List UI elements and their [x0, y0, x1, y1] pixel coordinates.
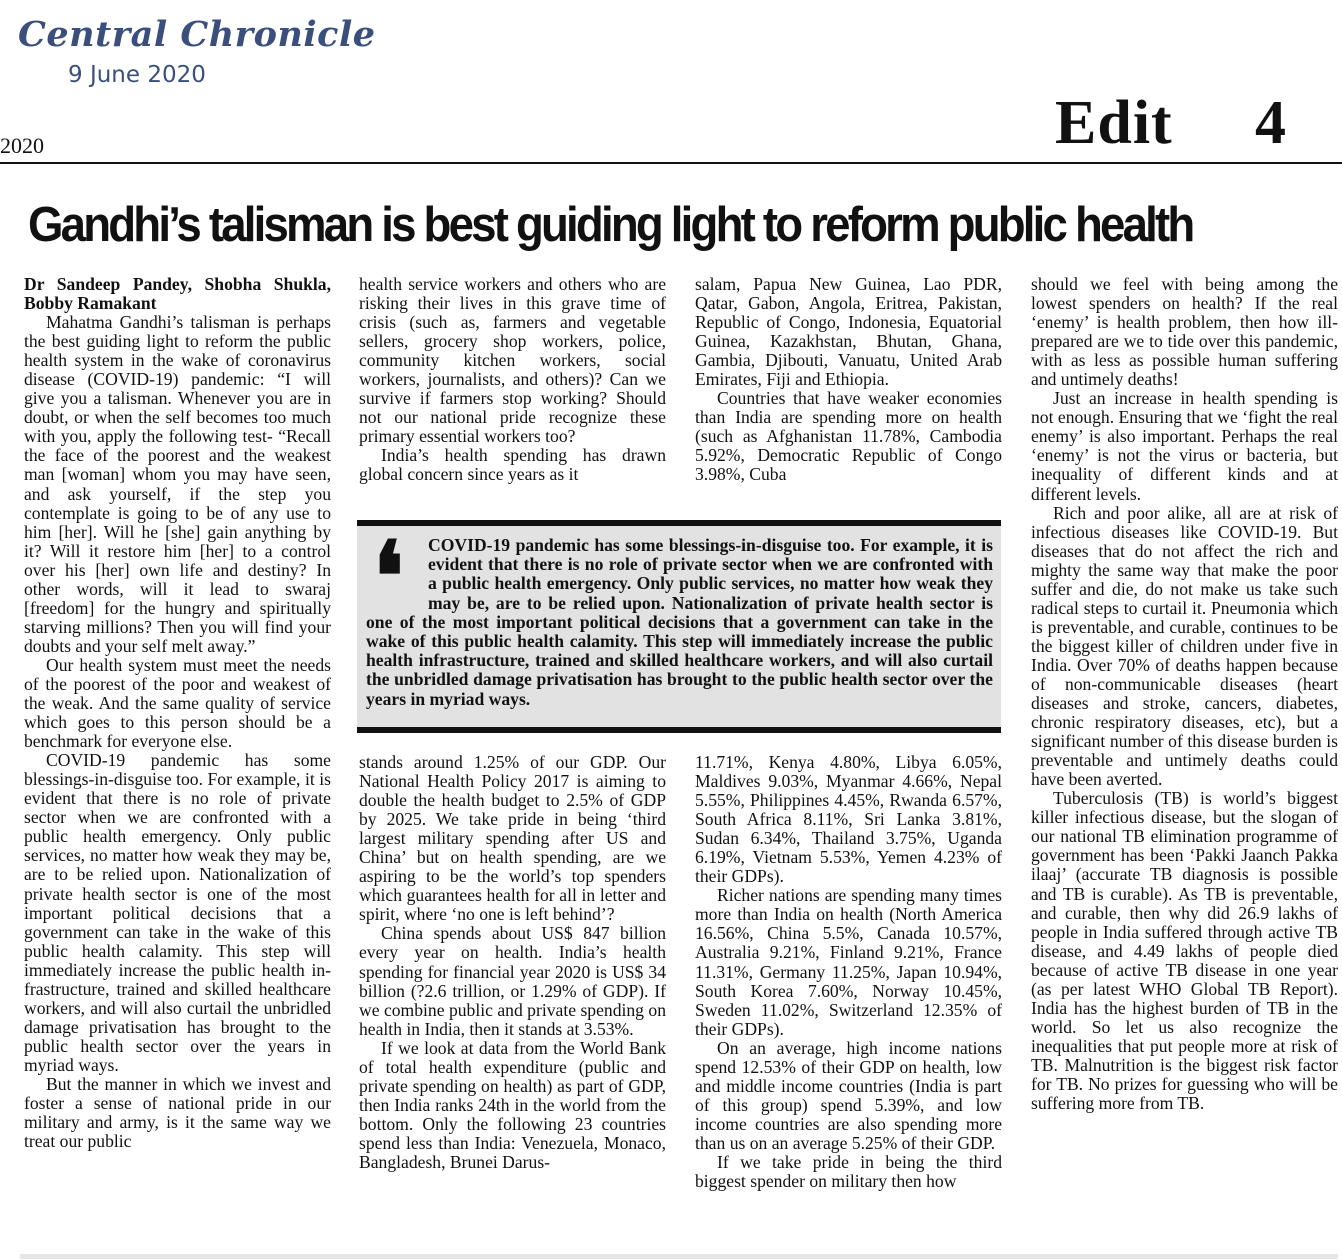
footer-rule — [20, 1254, 1338, 1259]
header-rule — [0, 162, 1342, 164]
paragraph: If we take pride in being the third biggest spender on military then how — [695, 1151, 1002, 1192]
paragraph: Rich and poor alike, all are at risk of infectious diseases like COVID-19. But diseases that do not affect the rich and mighty the same way that make the poor suffer and die, do not make us take such radical steps to curtail it. Pneumonia which is preventable, and curable, continues to be the biggest killer of children under five in India. Over 70% of deaths happen because of non-communicable diseases (heart diseases and stroke, cancers, diabetes, chronic respiratory diseases, etc), but a significant number of this disease burden is preventable and untimely deaths could have been averted. — [1031, 502, 1338, 790]
paragraph: Countries that have weaker economies than India are spending more on health (such as Afghanistan 11.78%, Cambodia 5.92%, Democratic Republic of Congo 3.98%, Cuba — [695, 388, 1002, 485]
paragraph: But the manner in which we invest and foster a sense of national pride in our military and army, is it the same way we treat our public — [24, 1073, 331, 1152]
column-3-top — [695, 275, 1002, 485]
quote-mark-icon: ❛ — [373, 524, 404, 631]
paragraph: China spends about US$ 847 billion every year on health. India’s health spending for financial year 2020 is US$ 34 billion (?2.6 trillion, or 1.29% of GDP). If we combine public and private spending on health in India, then it stands at 3.53%. — [359, 923, 666, 1039]
column-2-bottom — [359, 753, 666, 1172]
paragraph: Mahatma Gandhi’s talisman is perhaps the best guiding light to reform the public health system in the wake of coronavirus disease (COVID-19) pandemic: “I will give you a talisman. Whenever you are in doubt, or when the self becomes too much with you, apply the following test- “Recall the face of the poorest and the weakest man [woman] whom you may have seen, and ask yourself, if the step you contemplate is going to be of any use to him [her]. Will he [she] gain anything by it? Will it restore him [her] to a control over his [her] own life and destiny? In other words, will it lead to swaraj [freedom] for the hungry and spiritually starving millions? Then you will find your doubts and your self melt away.” — [24, 312, 331, 656]
paragraph: health service workers and others who are risking their lives in this grave time of crisis (such as, farmers and vegetable sellers, grocery shop workers, police, community kitchen workers, social workers, journalists, and others)? Can we survive if farmers stop working? Should not our national pride recognize these primary essential workers too? — [359, 274, 666, 447]
folio-year: 2020 — [0, 133, 44, 158]
pull-quote-text: COVID-19 pandemic has some blessings-in-disguise too. For example, it is evident that there is no role of private sector when we are confronted with a public health emergency. Only public services, no matter how weak they may be, are to be relied upon. Nationalization of private health sector is one of the most important political decisions that a government can take in the wake of this public health calamity. This step will immediately increase the public health infrastructure, trained and skilled healthcare workers, and will also curtail the unbridled damage privatisation has brought to the public health sector over the years in myriad ways. — [366, 535, 993, 709]
column-3-bottom — [695, 753, 1002, 1191]
column-4 — [1031, 275, 1338, 1113]
paragraph: should we feel with being among the lowest spenders on health? If the real ‘enemy’ is health problem, then how ill-prepared are we to tide over this pandemic, with as less as possible human suffering and untimely deaths! — [1031, 274, 1338, 390]
paragraph: India’s health spending has drawn global concern since years as it — [359, 445, 666, 485]
article-headline: Gandhi’s talisman is best guiding light to reform public health — [28, 198, 1193, 252]
paragraph: Tuberculosis (TB) is world’s biggest killer infectious disease, but the slogan of our national TB elimination programme of government has been ‘Pakki Jaanch Pakka ilaaj’ (accurate TB diagnosis is possible and TB is curable). As TB is preventable, and curable, then why did 26.9 lakhs of people in India suffered through active TB disease, and 4.49 lakhs of people died because of active TB disease in one year (as per latest WHO Global TB Report). India has the highest burden of TB in the world. So let us also recognize the inequalities that put people more at risk of TB. Malnutrition is the biggest risk factor for TB. No prizes for guessing who will be suffering more from TB. — [1031, 788, 1338, 1114]
paragraph: Just an increase in health spending is not enough. Ensuring that we ‘fight the real enemy’ is also important. Perhaps the real ‘enemy’ is not the virus or bacteria, but inequality of different kinds and at different levels. — [1031, 388, 1338, 504]
paragraph: Richer nations are spending many times more than India on health (North America 16.56%, China 5.5%, Canada 10.57%, Australia 9.21%, Finland 9.21%, France 11.31%, Germany 11.25%, Japan 10.94%, South Korea 7.60%, Norway 10.45%, Sweden 11.02%, Switzerland 12.35% of their GDPs). — [695, 885, 1002, 1039]
paragraph: 11.71%, Kenya 4.80%, Libya 6.05%, Maldives 9.03%, Myanmar 4.66%, Nepal 5.55%, Philippines 4.45%, Rwanda 6.57%, South Africa 8.11%, Sri Lanka 3.81%, Sudan 6.34%, Thailand 3.75%, Uganda 6.19%, Vietnam 5.53%, Yemen 4.23% of their GDPs). — [695, 752, 1002, 887]
page-number: 4 — [1255, 89, 1286, 157]
column-2-top — [359, 275, 666, 485]
paragraph: salam, Papua New Guinea, Lao PDR, Qatar, Gabon, Angola, Eritrea, Pakistan, Republic of Congo, Indonesia, Equatorial Guinea, Kazakhstan, Bhutan, Ghana, Gambia, Djibouti, Vanuatu, United Arab Emirates, Fiji and Ethiopia. — [695, 274, 1002, 390]
column-1 — [24, 275, 331, 1151]
publication-date: 9 June 2020 — [68, 62, 206, 88]
section-title: Edit — [1055, 89, 1173, 157]
byline: Dr Sandeep Pandey, Shobha Shukla, Bobby Ramakant — [24, 274, 331, 314]
paragraph: If we look at data from the World Bank of total health expenditure (public and private spending on health) as part of GDP, then India ranks 24th in the world from the bottom. Only the following 23 countries spend less than India: Venezuela, Monaco, Bangladesh, Brunei Darus- — [359, 1037, 666, 1172]
paragraph: Our health system must meet the needs of the poorest of the poor and weakest of the weak. And the same quality of service which goes to this person should be a benchmark for everyone else. — [24, 654, 331, 752]
paragraph: On an average, high income nations spend 12.53% of their GDP on health, low and middle income countries (India is part of this group) spend 5.39%, and low income countries are also spending more than us on an average 5.25% of their GDP. — [695, 1037, 1002, 1153]
paragraph: stands around 1.25% of our GDP. Our National Health Policy 2017 is aiming to double the health budget to 2.5% of GDP by 2025. We take pride in being ‘third largest military spending after US and China’ but on health spending, are we aspiring to be the world’s top spenders which guarantees health for all in letter and spirit, where ‘no one is left behind’? — [359, 752, 666, 925]
pull-quote-box — [357, 520, 1001, 733]
newspaper-masthead: Central Chronicle — [18, 14, 376, 55]
paragraph: COVID-19 pandemic has some blessings-in-disguise too. For example, it is evident that there is no role of private sector when we are confronted with a public health emergency. Only public services, no matter how weak they may be, are to be relied upon. Nationalization of private health sector is one of the most important political decisions that a government can take in the wake of this public health calamity. This step will immediately increase the public health infrastructure, trained and skilled healthcare workers, and will also curtail the unbridled damage privatisation has brought to the public health sector over the years in myriad ways. — [24, 750, 331, 1075]
